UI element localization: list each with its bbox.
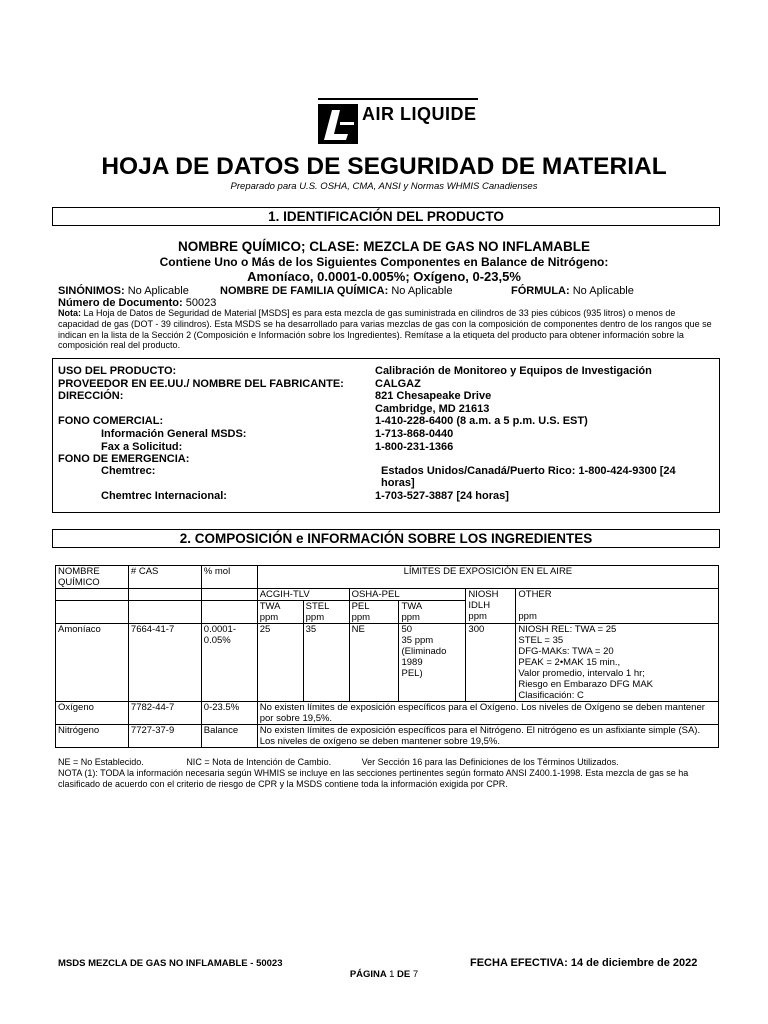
contains-line: Contiene Uno o Más de los Siguientes Componentes en Balance de Nitrógeno:	[159, 255, 609, 269]
msds-info-value: 1-713-868-0440	[375, 428, 454, 440]
chemical-family: NOMBRE DE FAMILIA QUÍMICA: No Aplicable	[220, 285, 453, 297]
address-label: DIRECCIÓN:	[58, 390, 124, 402]
product-info-box	[52, 358, 720, 513]
formula: FÓRMULA: No Aplicable	[511, 285, 634, 297]
footer-page-number: PÁGINA 1 DE 7	[349, 969, 419, 980]
chemtrec-intl-value: 1-703-527-3887 [24 horas]	[375, 490, 509, 502]
header-stel: STEL ppm	[303, 601, 349, 624]
section1-heading: 1. IDENTIFICACIÓN DEL PRODUCTO	[52, 207, 720, 226]
header-chemical-name: NOMBRE QUÍMICO	[56, 566, 129, 589]
table-row: Oxígeno 7782-44-7 0-23.5% No existen límites de exposición específicos para el Oxígeno. Los niveles de Oxígeno se deben mantener por sobre 19,5%.	[56, 702, 719, 725]
header-niosh: NIOSH IDLH ppm	[466, 589, 516, 624]
supplier-label: PROVEEDOR EN EE.UU./ NOMBRE DEL FABRICANTE:	[58, 378, 344, 390]
header-osha: OSHA-PEL	[349, 589, 466, 601]
header-other: OTHER ppm	[516, 589, 719, 624]
fax-label: Fax a Solicitud:	[101, 441, 183, 453]
header-pel: PEL ppm	[349, 601, 399, 624]
section2-heading: 2. COMPOSICIÓN e INFORMACIÓN SOBRE LOS INGREDIENTES	[52, 529, 720, 548]
table-row: Nitrógeno 7727-37-9 Balance No existen límites de exposición específicos para el Nitrógeno. El nitrógeno es un asfixiante simple (SA). Los niveles de oxígeno se deben mantener sobre 19,5%.	[56, 725, 719, 748]
msds-info-label: Información General MSDS:	[101, 428, 247, 440]
address-line1: 821 Chesapeake Drive	[375, 390, 492, 402]
ingredients-table	[55, 565, 719, 748]
air-liquide-logo-icon	[318, 104, 358, 144]
chemical-name: NOMBRE QUÍMICO; CLASE: MEZCLA DE GAS NO INFLAMABLE	[178, 239, 590, 254]
chemtrec-line2: horas]	[381, 477, 415, 489]
footer-document-title: MSDS MEZCLA DE GAS NO INFLAMABLE - 50023	[58, 958, 283, 969]
address-line2: Cambridge, MD 21613	[375, 403, 490, 415]
page-subtitle: Preparado para U.S. OSHA, CMA, ANSI y Normas WHMIS Canadienses	[230, 181, 538, 192]
table-header-row	[56, 566, 719, 589]
header-mol: % mol	[201, 566, 257, 589]
use-label: USO DEL PRODUCTO:	[58, 365, 177, 377]
chemtrec-label: Chemtrec:	[101, 465, 156, 477]
company-logo	[318, 92, 478, 146]
fax-value: 1-800-231-1366	[375, 441, 454, 453]
table-row: Amoníaco 7664-41-7 0.0001- 0.05% 25 35 NE 50 35 ppm (Eliminado 1989 PEL) 300 NIOSH REL: TWA = 25 STEL = 35 DFG-MAKs: TWA = 20 PEAK = 2•MAK 15 min., Valor promedio, intervalo 1 hr; Riesgo en Embarazo DFG MAK Clasificación: C	[56, 624, 719, 702]
supplier-value: CALGAZ	[375, 378, 421, 390]
synonyms: SINÓNIMOS: No Aplicable	[58, 285, 189, 297]
header-cas: # CAS	[128, 566, 201, 589]
chemtrec-intl-label: Chemtrec Internacional:	[101, 490, 227, 502]
emergency-label: FONO DE EMERGENCIA:	[58, 453, 190, 465]
header-twa2: TWA ppm	[399, 601, 466, 624]
components-line: Amoníaco, 0.0001-0.005%; Oxígeno, 0-23,5%	[247, 269, 521, 284]
whmis-note: NOTA (1): TODA la información necesaria según WHMIS se incluye en las secciones pertinentes según formato ANSI Z400.1-1998. Esta mezcla de gas se ha clasificado de acuerdo con el criterio de riesgo de CPR y la MSDS contiene toda la información exigida por CPR.	[58, 768, 689, 789]
table-subheader-row	[56, 589, 719, 601]
table-legend: NE = No Establecido. NIC = Nota de Intención de Cambio. Ver Sección 16 para las Definiciones de los Términos Utilizados.	[58, 757, 619, 767]
chemtrec-line1: Estados Unidos/Canadá/Puerto Rico: 1-800-424-9300 [24	[381, 465, 676, 477]
msds-note: Nota: La Hoja de Datos de Seguridad de Material [MSDS] es para esta mezcla de gas suministrada en cilindros de 33 pies cúbicos (935 litros) o menos de capacidad de gas (DOT - 39 cilindros). Esta MSDS se ha desarrollado para varias mezclas de gas con la composición de componentes dentro de los rangos que se indican en la lista de la Sección 2 (Composición e Información sobre los Ingredientes). Remítase a la etiqueta del producto para obtener información sobre la composición real del producto.	[58, 308, 712, 351]
document-number: Número de Documento: 50023	[58, 297, 217, 309]
header-exposure-limits: LÍMITES DE EXPOSICIÓN EN EL AIRE	[257, 566, 718, 589]
phone-label: FONO COMERCIAL:	[58, 415, 164, 427]
header-twa: TWA ppm	[257, 601, 303, 624]
footer-effective-date: FECHA EFECTIVA: 14 de diciembre de 2022	[470, 957, 698, 969]
page-title: HOJA DE DATOS DE SEGURIDAD DE MATERIAL	[101, 153, 667, 180]
header-acgih: ACGIH-TLV	[257, 589, 349, 601]
phone-value: 1-410-228-6400 (8 a.m. a 5 p.m. U.S. EST)	[375, 415, 588, 427]
logo-text: AIR LIQUIDE	[362, 104, 477, 124]
use-value: Calibración de Monitoreo y Equipos de Investigación	[375, 365, 652, 377]
